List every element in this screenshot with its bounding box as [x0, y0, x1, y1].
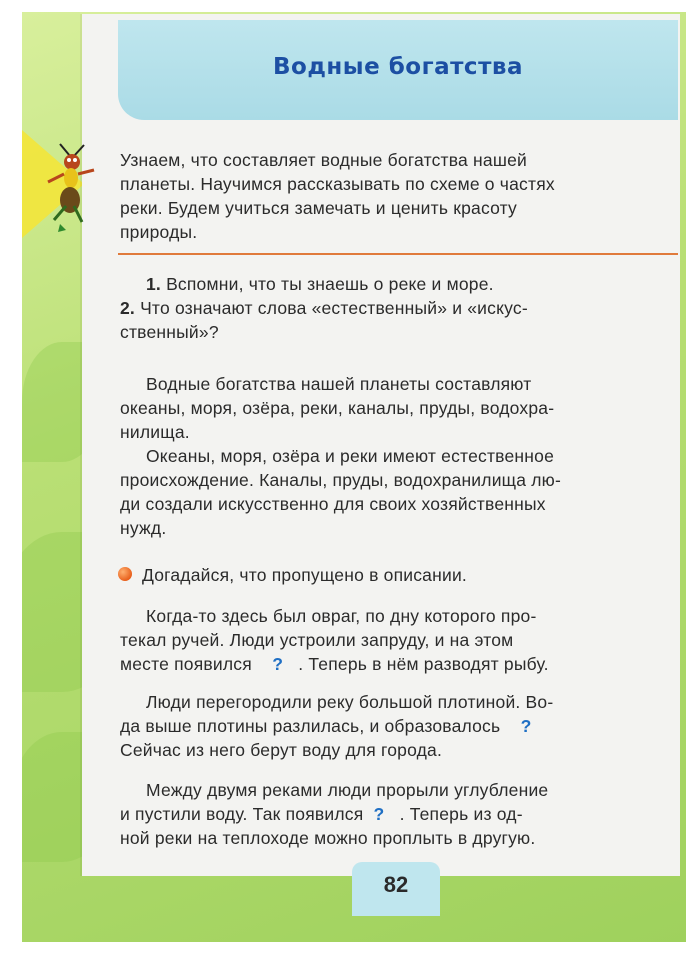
- paragraph-line: ди создали искусственно для своих хозяйственных: [120, 494, 546, 514]
- question-number: 1.: [146, 274, 161, 294]
- page-number-tab: [352, 862, 440, 916]
- intro-line: планеты. Научимся рассказывать по схеме о частях: [120, 174, 555, 194]
- question-text: Что означают слова «естественный» и «искус-: [140, 298, 528, 318]
- question-text: Вспомни, что ты знаешь о реке и море.: [166, 274, 494, 294]
- riddle-line: [120, 652, 680, 676]
- riddle-line: Сейчас из него берут воду для города.: [120, 740, 443, 760]
- riddle-line: [120, 802, 680, 826]
- riddle-line: Люди перегородили реку большой плотиной. Во-: [146, 692, 554, 712]
- riddle-text: . Теперь из од-: [399, 804, 523, 824]
- question-number: 2.: [120, 298, 135, 318]
- page-number: 82: [383, 872, 409, 897]
- missing-word-marker: ?: [373, 804, 385, 824]
- question-2-continued: ственный»?: [120, 322, 219, 342]
- section-divider: [118, 253, 678, 255]
- paragraph-line: происхождение. Каналы, пруды, водохранилища лю-: [120, 470, 562, 490]
- paragraph-line: океаны, моря, озёра, реки, каналы, пруды, водохра-: [120, 398, 555, 418]
- ant-icon: [40, 142, 100, 238]
- intro-line: Узнаем, что составляет водные богатства нашей: [120, 150, 527, 170]
- missing-word-marker: ?: [272, 654, 284, 674]
- riddle-line: Между двумя реками люди прорыли углубление: [146, 780, 549, 800]
- orange-dot-icon: [118, 567, 132, 581]
- paragraph-line: нужд.: [120, 518, 167, 538]
- riddle-line: ной реки на теплоходе можно проплыть в другую.: [120, 828, 536, 848]
- title-banner: [118, 20, 678, 120]
- missing-word-marker: ?: [520, 716, 532, 736]
- paragraph-line: Океаны, моря, озёра и реки имеют естественное: [146, 446, 554, 466]
- question-2: [120, 296, 680, 320]
- riddle-line: текал ручей. Люди устроили запруду, и на этом: [120, 630, 514, 650]
- riddle-text: да выше плотины разлилась, и образовалось: [120, 716, 501, 736]
- riddle-line: [120, 714, 680, 738]
- question-1: [146, 272, 680, 296]
- riddle-text: . Теперь в нём разводят рыбу.: [298, 654, 549, 674]
- page-title: Водные богатства: [273, 54, 523, 80]
- intro-line: природы.: [120, 222, 198, 242]
- riddle-line: Когда-то здесь был овраг, по дну которого про-: [146, 606, 537, 626]
- riddle-text: месте появился: [120, 654, 252, 674]
- paragraph-line: Водные богатства нашей планеты составляют: [146, 374, 532, 394]
- intro-line: реки. Будем учиться замечать и ценить красоту: [120, 198, 517, 218]
- riddle-text: и пустили воду. Так появился: [120, 804, 364, 824]
- paragraph-line: нилища.: [120, 422, 190, 442]
- task-instruction: Догадайся, что пропущено в описании.: [142, 565, 467, 585]
